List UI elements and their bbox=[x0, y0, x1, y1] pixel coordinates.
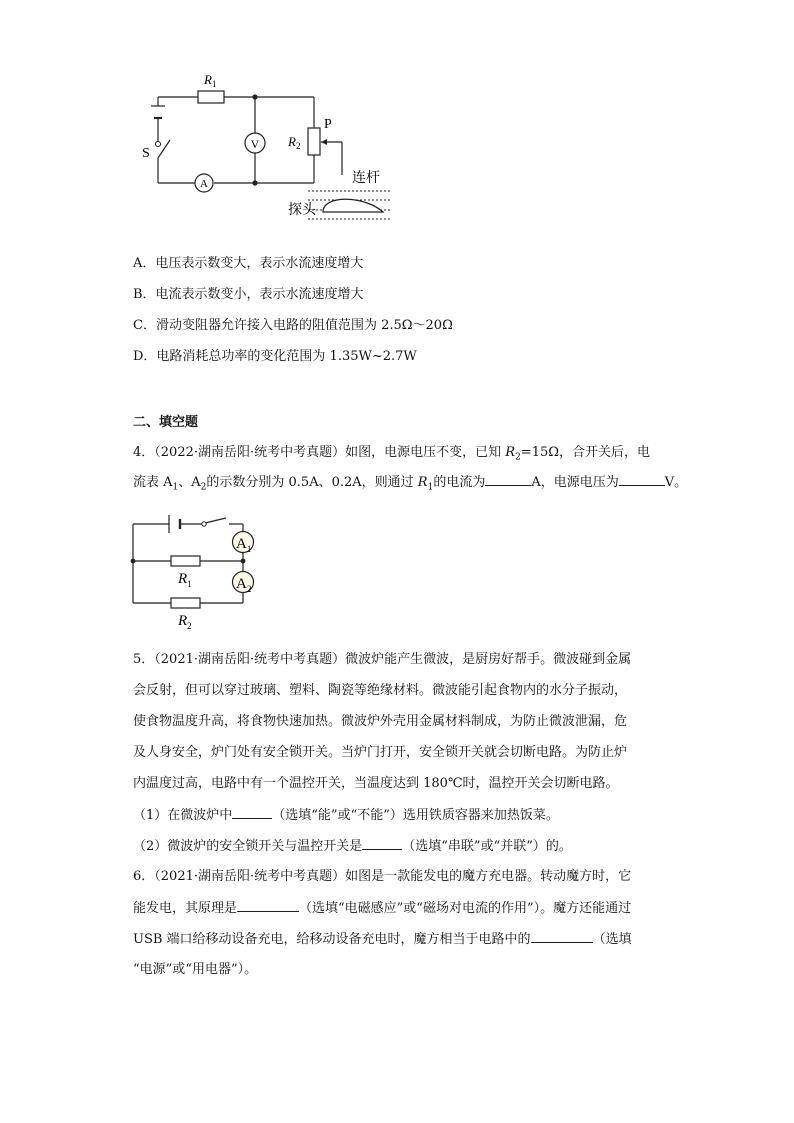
q5-blank-1[interactable] bbox=[232, 805, 272, 819]
q5-blank-2[interactable] bbox=[362, 836, 402, 850]
r1-label: $R_1$ bbox=[204, 72, 217, 89]
rod-label: 连杆 bbox=[352, 170, 380, 186]
q4-blank-1[interactable] bbox=[485, 472, 531, 486]
r2-label: $R_2$ bbox=[178, 613, 192, 631]
q4-blank-2[interactable] bbox=[619, 472, 665, 486]
q5-sub-1: （1）在微波炉中 （选填“能”或“不能”）选用铁质容器来加热饭菜。 bbox=[133, 805, 559, 826]
slider-p-label: P bbox=[324, 117, 332, 132]
q5-sub-2: （2）微波炉的安全锁开关与温控开关是 （选填“串联”或“并联”）的。 bbox=[133, 836, 572, 857]
r1-label: $R_1$ bbox=[178, 571, 192, 589]
q6-line-3: USB 端口给移动设备充电，给移动设备充电时，魔方相当于电路中的 （选填 bbox=[133, 929, 632, 950]
q6-line-2: 能发电，其原理是 （选填“电磁感应”或“磁场对电流的作用”）。魔方还能通过 bbox=[133, 898, 631, 919]
ammeter-a1-label: $A_1$ bbox=[236, 536, 252, 554]
ammeter-label: A bbox=[200, 178, 208, 190]
q6-line-4: “电源”或“用电器”）。 bbox=[133, 962, 258, 977]
q4-line-2: 流表 $A_1$、$A_2$的示数分别为 0.5A、0.2A，则通过 $R_1$的电流为 A，电源电压为 V。 bbox=[133, 472, 687, 498]
q6-blank-1[interactable] bbox=[237, 898, 299, 912]
option-b: B．电流表示数变小，表示水流速度增大 bbox=[133, 287, 364, 302]
switch-s-label: S bbox=[142, 146, 150, 161]
voltmeter-label: V bbox=[250, 137, 260, 151]
option-a: A．电压表示数变大，表示水流速度增大 bbox=[133, 256, 364, 271]
q6-blank-2[interactable] bbox=[531, 929, 593, 943]
option-d: D．电路消耗总功率的变化范围为 1.35W~2.7W bbox=[133, 349, 417, 364]
q5-line-4: 及人身安全，炉门处有安全锁开关。当炉门打开，安全锁开关就会切断电路。为防止炉 bbox=[133, 745, 628, 760]
ammeter-a2-label: $A_2$ bbox=[236, 576, 252, 594]
q5-line-2: 会反射，但可以穿过玻璃、塑料、陶瓷等绝缘材料。微波能引起食物内的水分子振动， bbox=[133, 683, 628, 698]
q5-line-1: 5．（2021·湖南岳阳·统考中考真题）微波炉能产生微波，是厨房好帮手。微波碰到金属 bbox=[133, 652, 632, 667]
option-c: C．滑动变阻器允许接入电路的阻值范围为 2.5Ω～20Ω bbox=[133, 318, 453, 333]
section-title-fill-blank: 二、填空题 bbox=[133, 415, 199, 430]
circuit-diagram-2 bbox=[125, 505, 270, 635]
circuit-diagram-1 bbox=[140, 70, 400, 230]
r2-label: $R_2$ bbox=[288, 134, 301, 151]
q6-line-1: 6．（2021·湖南岳阳·统考中考真题）如图是一款能发电的魔方充电器。转动魔方时，它 bbox=[133, 869, 632, 884]
probe-label: 探头 bbox=[288, 202, 316, 218]
q4-line-1: 4．（2022·湖南岳阳·统考中考真题）如图，电源电压不变，已知 $R_2=15\Omega$，合开关后，电 bbox=[133, 445, 651, 463]
q5-line-3: 使食物温度升高，将食物快速加热。微波炉外壳用金属材料制成，为防止微波泄漏，危 bbox=[133, 714, 628, 729]
q5-line-5: 内温度过高，电路中有一个温控开关，当温度达到 180℃时，温控开关会切断电路。 bbox=[133, 776, 619, 791]
